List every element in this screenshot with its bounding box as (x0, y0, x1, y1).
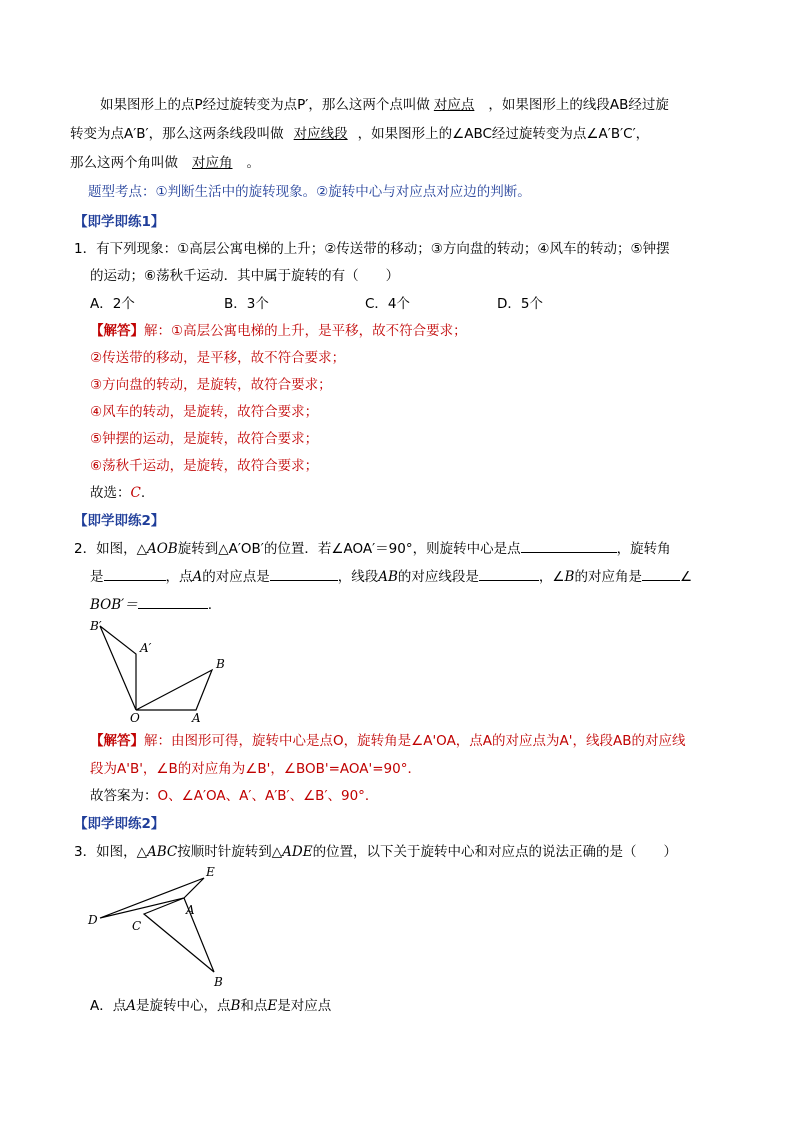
intro-line-3 (70, 154, 260, 172)
q2-text: ，线段 (337, 569, 379, 585)
answer-1-line-3: ③方向盘的转动，是旋转，故符合要求； (90, 377, 332, 393)
blank-answer-corresponding-angle: 对应角 (192, 155, 233, 171)
question-2-line-1 (74, 540, 671, 558)
q2-text: AOB (146, 541, 178, 557)
intro-text: 。 (246, 155, 260, 171)
conclusion-text: 故答案为： (90, 788, 158, 804)
question-1-line-1: 1．有下列现象：①高层公寓电梯的上升；②传送带的移动；③方向盘的转动；④风车的转动；⑤钟摆 (74, 241, 670, 257)
label-a-prime: A′ (140, 641, 152, 655)
label-b-prime: B′ (90, 619, 102, 633)
triangle-abc (144, 898, 214, 972)
option-text: B (230, 998, 241, 1014)
blank-answer-corresponding-point: 对应点 (433, 97, 475, 113)
figure-rotation-abc (84, 862, 244, 992)
answer-label: 【解答】 (90, 323, 144, 339)
blank-corresponding-point[interactable] (270, 568, 338, 581)
q3-text: 的位置，以下关于旋转中心和对应点的说法正确的是（ ） (312, 844, 678, 860)
option-text: 是旋转中心，点 (136, 998, 231, 1014)
q2-text: BOB′＝ (90, 597, 138, 613)
q3-text: ADE (282, 844, 313, 860)
section-header-2: 【即学即练2】 (74, 513, 165, 529)
blank-answer-corresponding-segment: 对应线段 (293, 126, 348, 142)
option-text: A．点 (90, 998, 127, 1014)
option-text: 和点 (240, 998, 268, 1014)
option-d: D．5个 (497, 296, 543, 312)
conclusion-text: . (140, 485, 146, 501)
q2-text: ∠ (679, 569, 693, 585)
answer-2-line-2: 段为A'B'，∠B的对应角为∠B'，∠BOB'=AOA'=90°． (90, 761, 421, 777)
blank-rotation-center[interactable] (521, 540, 617, 553)
intro-text: 转变为点A′B′，那么这两条线段叫做 (70, 126, 284, 142)
section-header-1: 【即学即练1】 (74, 214, 165, 230)
q3-text: ABC (146, 844, 178, 860)
answer-1-conclusion (90, 484, 145, 502)
label-e: E (206, 865, 215, 879)
figure-rotation-aob (84, 614, 244, 726)
label-a: A (186, 903, 195, 917)
q2-text: ，旋转角 (616, 541, 671, 557)
answer-1-line-6: ⑥荡秋千运动，是旋转，故符合要求； (90, 458, 319, 474)
q2-text: A (192, 569, 203, 585)
question-3-line-1 (74, 843, 677, 861)
option-a: A．2个 (90, 296, 135, 312)
question-1-line-2: 的运动；⑥荡秋千运动．其中属于旋转的有（ ） (90, 268, 400, 284)
q2-text: AB (378, 569, 398, 585)
question-3-option-a (90, 997, 331, 1015)
q2-text: 是 (90, 569, 104, 585)
blank-corresponding-segment[interactable] (479, 568, 539, 581)
triangle-aob-prime (100, 626, 136, 710)
q2-text: ，∠ (538, 569, 565, 585)
q2-text: B (564, 569, 575, 585)
label-d: D (88, 913, 98, 927)
conclusion-choice: C (130, 485, 141, 501)
section-header-3: 【即学即练2】 (74, 816, 165, 832)
q2-text: 旋转到△A′OB′的位置．若∠AOA′＝90°，则旋转中心是点 (177, 541, 521, 557)
option-text: E (267, 998, 278, 1014)
topic-tip: 题型考点：①判断生活中的旋转现象。②旋转中心与对应点对应边的判断。 (88, 184, 531, 200)
question-2-line-3 (90, 596, 212, 614)
blank-angle-bob[interactable] (138, 596, 208, 609)
label-b: B (214, 975, 223, 989)
q2-text: . (207, 597, 213, 613)
option-text: A (126, 998, 136, 1014)
answer-2-line-1 (90, 732, 685, 750)
answer-1-line-5: ⑤钟摆的运动，是旋转，故符合要求； (90, 431, 319, 447)
intro-line-1 (100, 96, 669, 114)
blank-corresponding-angle[interactable] (642, 568, 680, 581)
option-b: B．3个 (224, 296, 269, 312)
label-a: A (192, 711, 201, 725)
q3-text: 按顺时针旋转到△ (177, 844, 283, 860)
intro-text: ，如果图形上的线段AB经过旋 (488, 97, 669, 113)
intro-text: ，如果图形上的∠ABC经过旋转变为点∠A′B′C′， (357, 126, 650, 142)
option-text: 是对应点 (277, 998, 332, 1014)
q2-text: ，点 (165, 569, 193, 585)
answer-label: 【解答】 (90, 733, 144, 749)
answer-2-line-3 (90, 787, 378, 805)
intro-text: 那么这两个角叫做 (70, 155, 178, 171)
intro-line-2 (70, 125, 649, 143)
label-c: C (132, 919, 142, 933)
triangle-aob (136, 670, 212, 710)
answer-1-line-4: ④风车的转动，是旋转，故符合要求； (90, 404, 319, 420)
blank-rotation-angle[interactable] (104, 568, 166, 581)
answer-text: 解：①高层公寓电梯的上升，是平移，故不符合要求； (144, 323, 467, 339)
intro-text: 如果图形上的点P经过旋转变为点P′，那么这两个点叫做 (100, 97, 430, 113)
label-b: B (216, 657, 225, 671)
q3-text: 3．如图，△ (74, 844, 147, 860)
option-c: C．4个 (365, 296, 411, 312)
q2-text: 的对应点是 (202, 569, 270, 585)
q2-text: 2．如图，△ (74, 541, 147, 557)
question-2-line-2 (90, 568, 692, 586)
q2-text: 的对应角是 (574, 569, 642, 585)
answer-1-line-1 (90, 322, 467, 340)
conclusion-text: 故选： (90, 485, 131, 501)
answer-text: 解：由图形可得，旋转中心是点O，旋转角是∠A'OA，点A的对应点为A'，线段AB的对应线 (144, 733, 686, 749)
label-o: O (130, 711, 140, 725)
answer-1-line-2: ②传送带的移动，是平移，故不符合要求； (90, 350, 346, 366)
q2-text: 的对应线段是 (397, 569, 479, 585)
conclusion-answer: O、∠A′OA、A′、A′B′、∠B′、90°． (157, 788, 379, 804)
